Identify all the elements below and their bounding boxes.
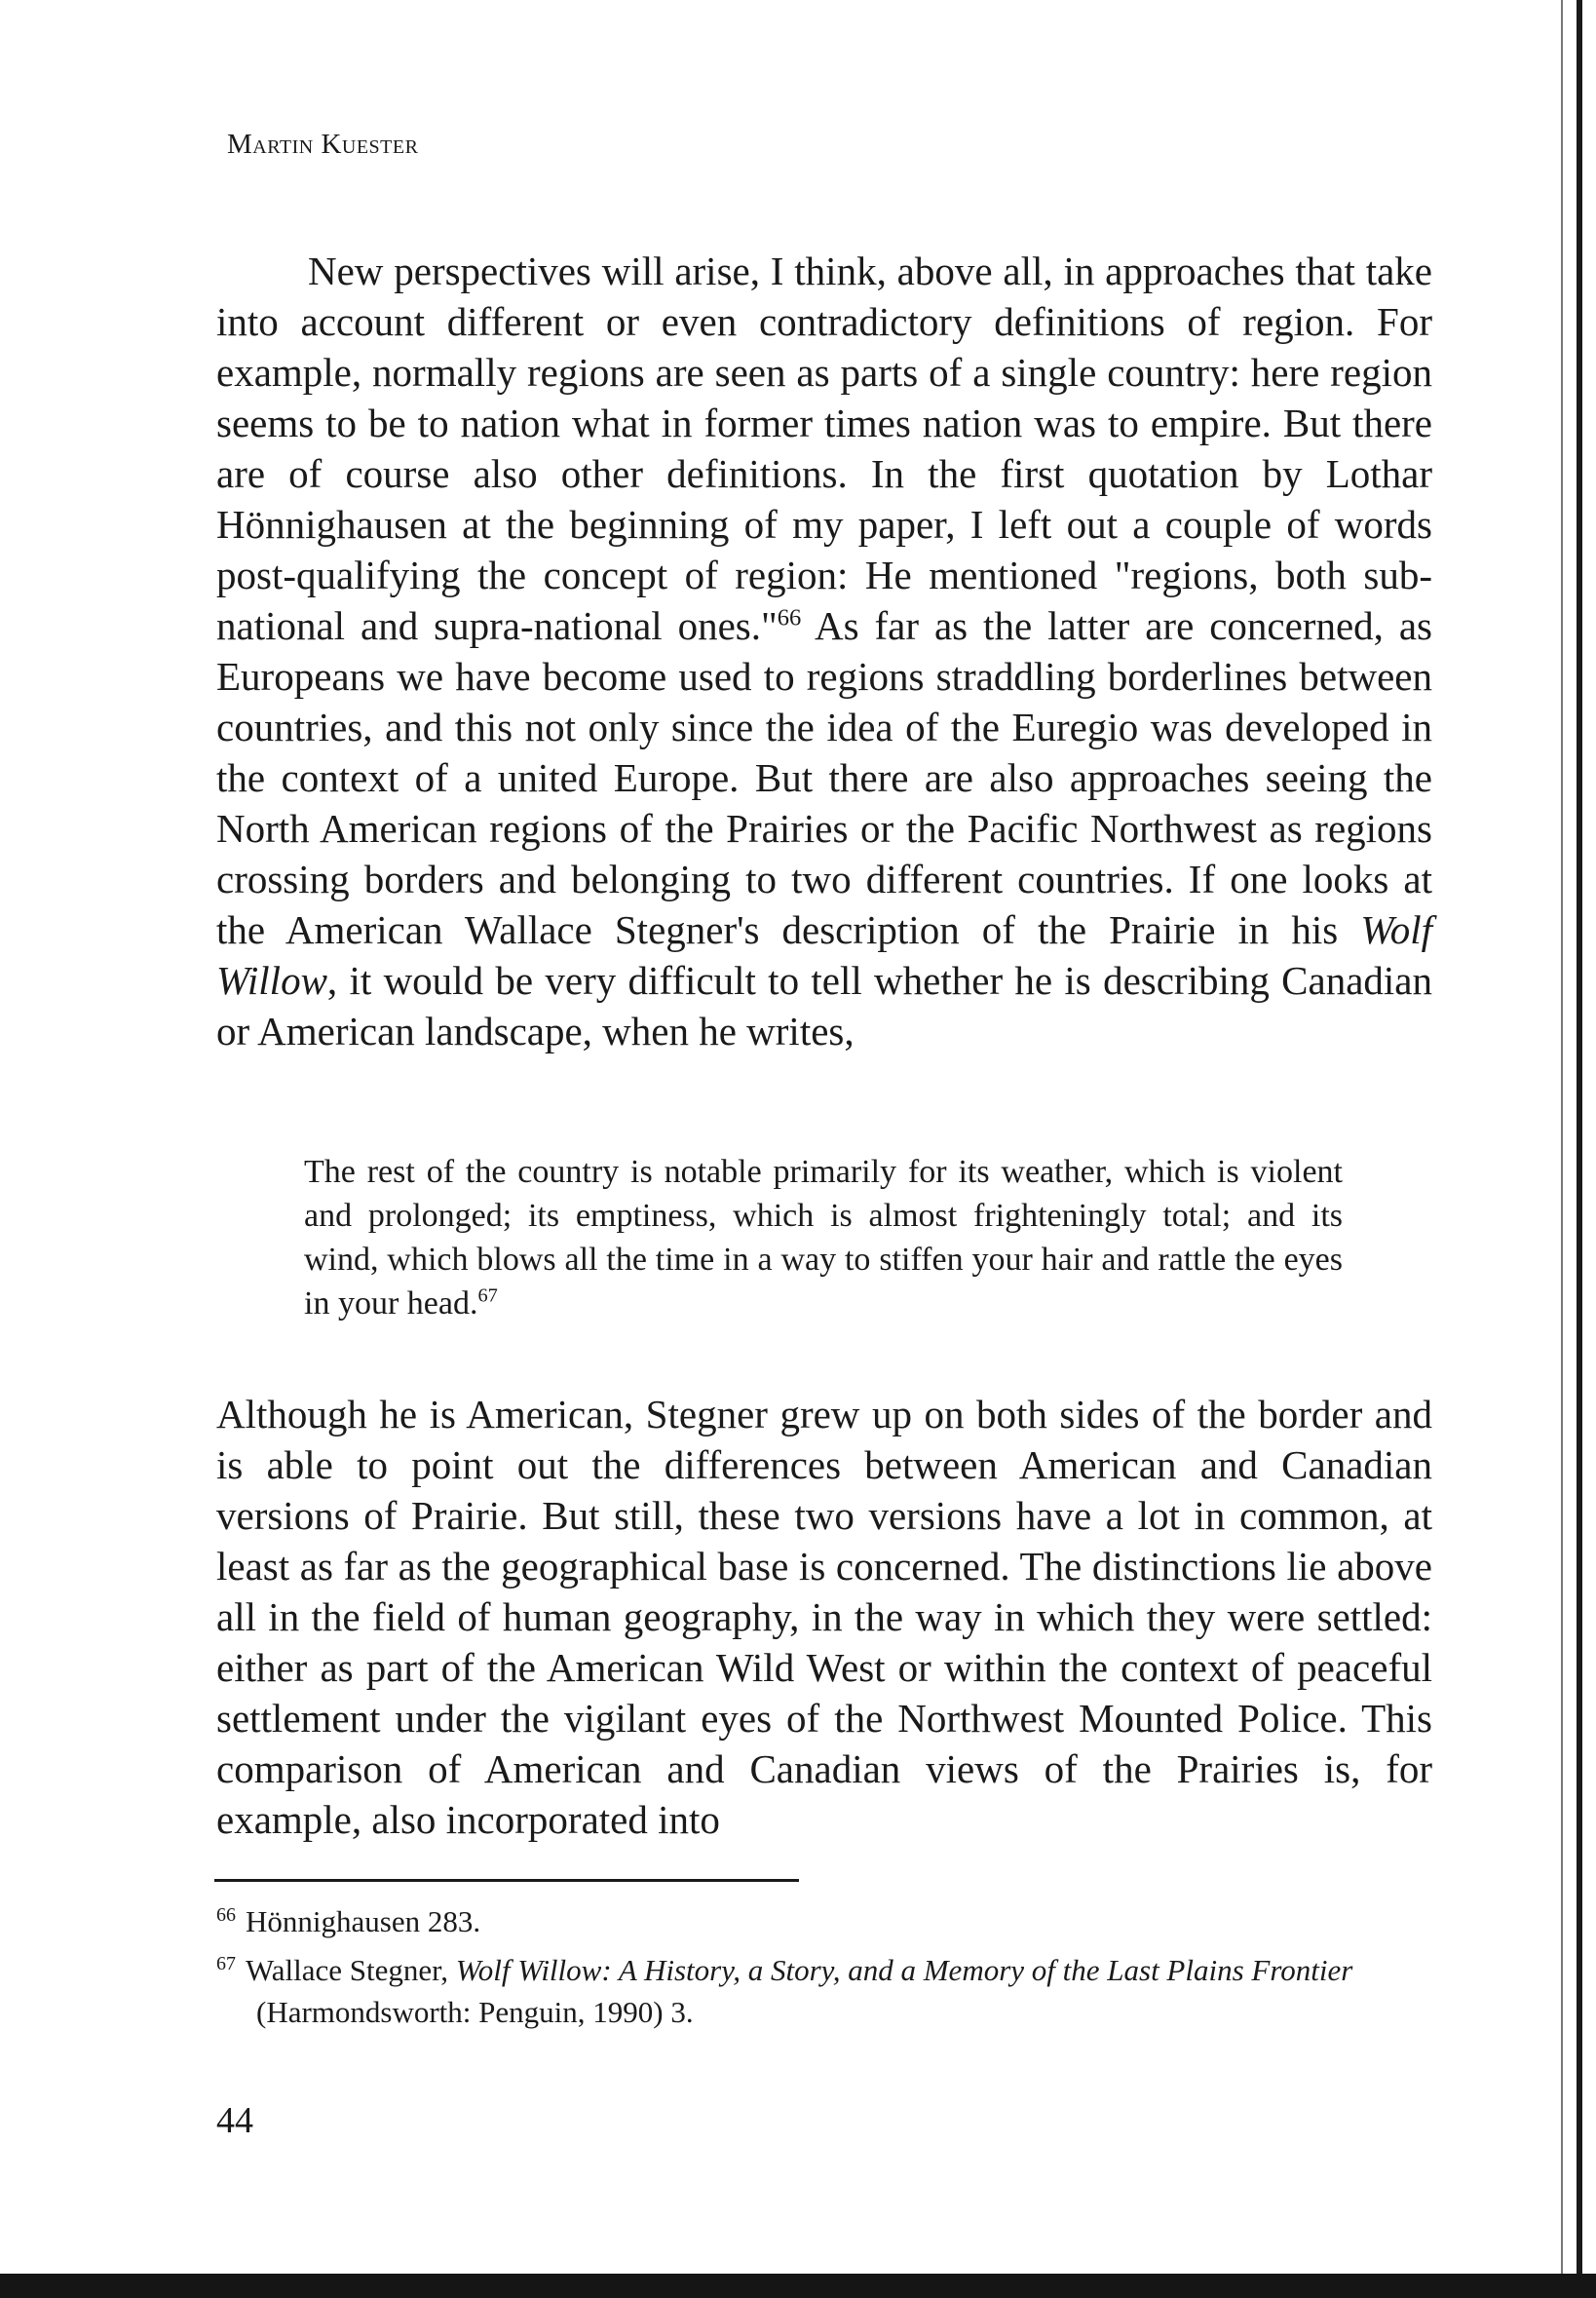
footnote-66-number: 66 xyxy=(216,1903,236,1926)
block-quote-text: The rest of the country is notable primarily for its weather, which is violent and prolonged; its emptiness, which is almost frighteningly total; and its wind, which blows all the time in a way to stiffen your hair and rattle the eyes in your head. xyxy=(304,1154,1343,1321)
book-title-wolf-willow: Wolf Willow xyxy=(216,907,1432,1003)
footnote-67-publication: (Harmondsworth: Penguin, 1990) 3. xyxy=(256,1995,694,2029)
footnote-67-number: 67 xyxy=(216,1952,236,1974)
footnote-67 xyxy=(216,1949,1432,2033)
paragraph-1-text: New perspectives will arise, I think, above all, in approaches that take into account different or even contradictory definitions of region. For example, normally regions are seen as parts of a single country: here region seems to be to nation what in former times nation was to empire. But there are of course also other definitions. In the first quotation by Lothar Hönnighausen at the beginning of my paper, I left out a couple of words post-qualifying the concept of region: He mentioned "regions, both sub-national and supra-national ones." xyxy=(216,249,1432,648)
note-ref-67: 67 xyxy=(477,1284,498,1307)
scan-edge-line xyxy=(1561,0,1563,2298)
body-paragraph-1 xyxy=(216,246,1432,1056)
footnote-66 xyxy=(216,1900,1432,1942)
body-paragraph-2: Although he is American, Stegner grew up on both sides of the border and is able to point out the differences between American and Canadian versions of Prairie. But still, these two versions have a lot in common, at least as far as the geographical base is concerned. The distinctions lie above all in the field of human geography, in the way in which they were settled: either as part of the American Wild West or within the context of peaceful settlement under the vigilant eyes of the Northwest Mounted Police. This comparison of American and Canadian views of the Prairies is, for example, also incorporated into xyxy=(216,1392,1432,1842)
page-number: 44 xyxy=(216,2100,253,2141)
scan-edge-bottom xyxy=(0,2274,1596,2298)
block-quote xyxy=(304,1150,1343,1325)
running-head: Martin Kuester xyxy=(227,129,419,160)
footnote-divider xyxy=(214,1879,799,1882)
note-ref-66: 66 xyxy=(777,604,802,632)
paragraph-1-text-continued: As far as the latter are concerned, as Europeans we have become used to regions straddling borderlines between countries, and this not only since the idea of the Euregio was developed in the context of a united Europe. But there are also approaches seeing the North American regions of the Prairies or the Pacific Northwest as regions crossing borders and belonging to two different countries. If one looks at the American Wallace Stegner's description of the Prairie in his xyxy=(216,603,1432,952)
footnote-66-text: Hönnighausen 283. xyxy=(246,1904,481,1938)
footnote-67-author: Wallace Stegner, xyxy=(246,1953,456,1987)
paragraph-1-text-end: , it would be very difficult to tell whether he is describing Canadian or American landscape, when he writes, xyxy=(216,958,1432,1053)
scan-edge-right xyxy=(1577,0,1582,2298)
footnote-67-title: Wolf Willow: A History, a Story, and a Memory of the Last Plains Frontier xyxy=(455,1953,1353,1987)
